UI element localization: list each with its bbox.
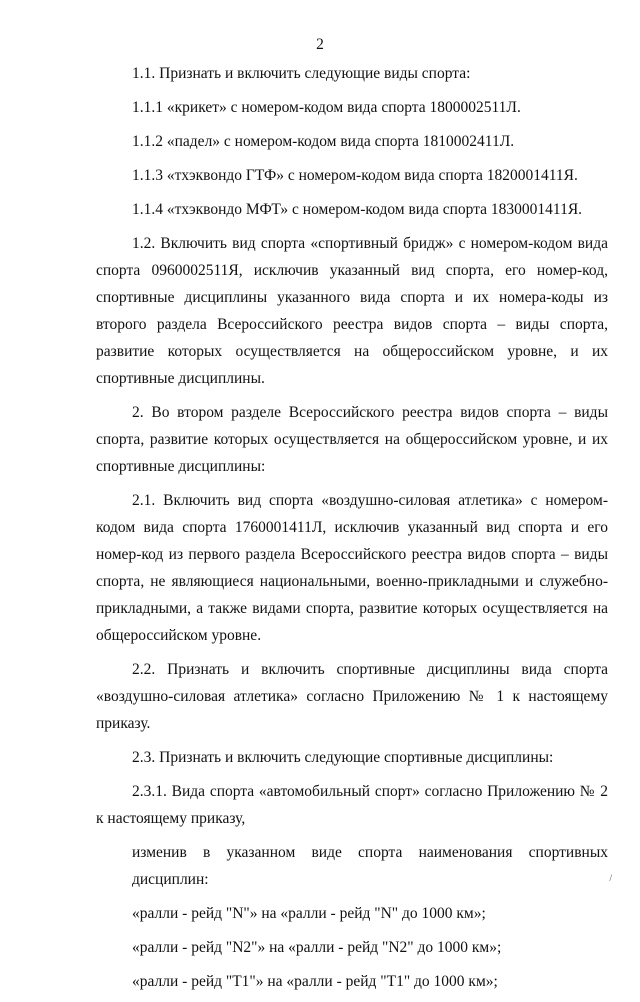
page-number: 2 bbox=[316, 36, 324, 53]
paragraph-2-3: 2.3. Признать и включить следующие спортивные дисциплины: bbox=[132, 749, 554, 766]
corner-mark: / bbox=[609, 873, 612, 883]
paragraph-1-1-1: 1.1.1 «крикет» с номером-кодом вида спорта 1800002511Л. bbox=[132, 99, 521, 116]
paragraph-1-1-2: 1.1.2 «падел» с номером-кодом вида спорта 1810002411Л. bbox=[132, 133, 515, 150]
paragraph-1-1-4: 1.1.4 «тхэквондо МФТ» с номером-кодом вида спорта 1830001411Я. bbox=[132, 201, 583, 218]
paragraph-rename-t1: «ралли - рейд "T1"» на «ралли - рейд "T1" до 1000 км»; bbox=[132, 973, 498, 990]
document-body bbox=[96, 60, 608, 1002]
paragraph-2-1: 2.1. Включить вид спорта «воздушно-силовая атлетика» с номером-кодом вида спорта 1760001411Л, исключив указанный вид спорта и его номер-код из первого раздела Всероссийского реестра видов спорта – виды спорта, не являющиеся национальными, военно-прикладными и служебно-прикладными, а также видами спорта, развитие которых осуществляется на общероссийском уровне. bbox=[96, 492, 608, 644]
paragraph-1-1-3: 1.1.3 «тхэквондо ГТФ» с номером-кодом вида спорта 1820001411Я. bbox=[132, 167, 578, 184]
paragraph-rename-n2: «ралли - рейд "N2"» на «ралли - рейд "N2" до 1000 км»; bbox=[132, 939, 502, 956]
paragraph-rename-intro: изменив в указанном виде спорта наименования спортивных дисциплин: bbox=[132, 844, 608, 888]
paragraph-1-2: 1.2. Включить вид спорта «спортивный бридж» с номером-кодом вида спорта 0960002511Я, исключив указанный вид спорта, его номер-код, спортивные дисциплины указанного вида спорта и их номера-коды из второго раздела Всероссийского реестра видов спорта – виды спорта, развитие которых осуществляется на общероссийском уровне, и их спортивные дисциплины. bbox=[96, 235, 608, 387]
paragraph-2: 2. Во втором разделе Всероссийского реестра видов спорта – виды спорта, развитие которых осуществляется на общероссийском уровне, и их спортивные дисциплины: bbox=[96, 404, 608, 475]
paragraph-1-1: 1.1. Признать и включить следующие виды спорта: bbox=[132, 65, 471, 82]
paragraph-2-3-1: 2.3.1. Вида спорта «автомобильный спорт» согласно Приложению № 2 к настоящему приказу, bbox=[96, 783, 608, 827]
paragraph-rename-n: «ралли - рейд "N"» на «ралли - рейд "N" до 1000 км»; bbox=[132, 905, 486, 922]
paragraph-2-2: 2.2. Признать и включить спортивные дисциплины вида спорта «воздушно-силовая атлетика» согласно Приложению № 1 к настоящему приказу. bbox=[96, 661, 608, 732]
